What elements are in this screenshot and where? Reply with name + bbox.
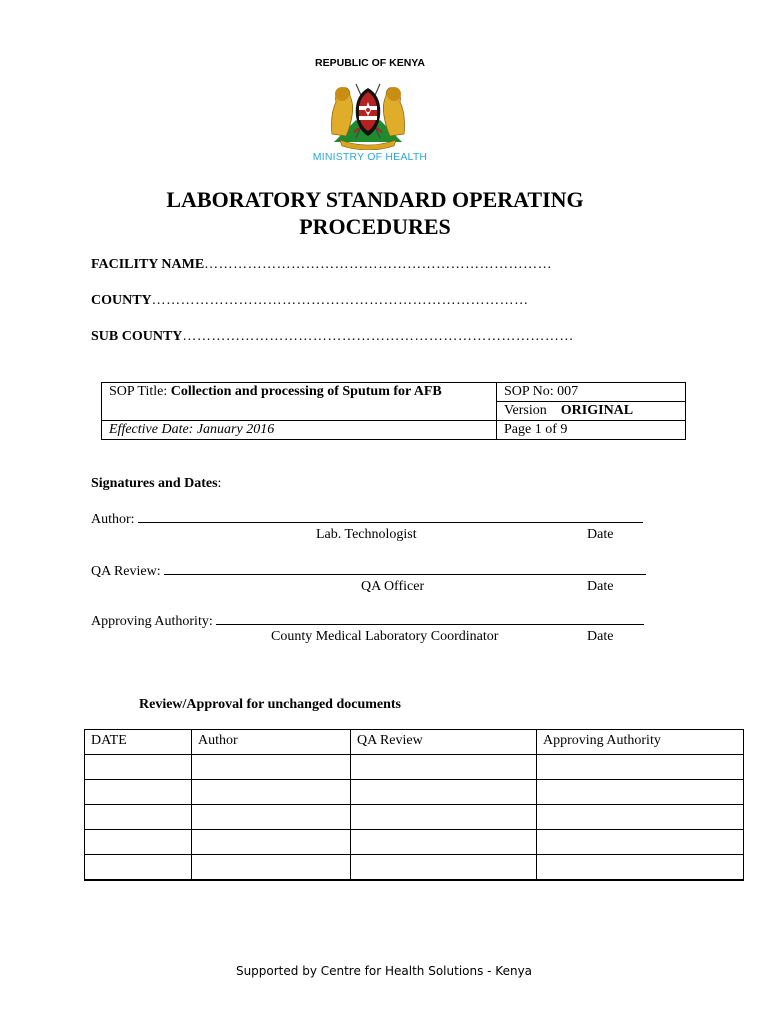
table-cell[interactable] [351,755,537,780]
review-col-date: DATE [85,730,192,755]
author-underline[interactable] [138,510,643,523]
approving-underline[interactable] [216,612,644,625]
table-row [85,830,744,855]
ministry-heading: MINISTRY OF HEALTH [312,151,428,163]
table-cell[interactable] [192,805,351,830]
author-role: Lab. Technologist [316,527,417,542]
table-cell[interactable] [85,855,192,881]
sop-effective-date-cell: Effective Date: January 2016 [102,421,497,440]
qa-date-label: Date [587,579,614,594]
table-cell[interactable] [351,830,537,855]
review-approval-heading: Review/Approval for unchanged documents [139,697,402,712]
table-cell[interactable] [85,780,192,805]
review-approval-table [84,729,744,881]
sub-county-label: SUB COUNTY [91,329,183,344]
table-cell[interactable] [85,830,192,855]
kenya-coat-of-arms-icon [326,76,410,150]
table-cell[interactable] [192,830,351,855]
facility-name-label: FACILITY NAME [91,257,205,272]
qa-review-label: QA Review: [91,564,161,579]
sop-row-effective [102,421,686,440]
sop-row-title [102,383,686,402]
table-row [85,780,744,805]
table-cell[interactable] [537,805,744,830]
table-cell[interactable] [85,755,192,780]
table-cell[interactable] [192,855,351,881]
table-cell[interactable] [537,830,744,855]
county-dots: …………………………………………………………………… [151,293,529,308]
table-cell[interactable] [351,805,537,830]
sub-county-dots: ……………………………………………………………………… [182,329,574,344]
table-cell[interactable] [85,805,192,830]
review-col-author: Author [192,730,351,755]
approving-role: County Medical Laboratory Coordinator [271,629,499,644]
facility-name-dots: ……………………………………………………………… [204,257,553,272]
approving-signature-line[interactable] [91,612,644,630]
table-row [85,805,744,830]
county-label: COUNTY [91,293,152,308]
review-header-row [85,730,744,755]
review-col-approving-authority: Approving Authority [537,730,744,755]
approving-date-label: Date [587,629,614,644]
sub-county-field[interactable] [91,329,574,345]
qa-underline[interactable] [164,562,646,575]
author-signature-line[interactable] [91,510,643,528]
document-title [0,186,750,240]
footer-text: Supported by Centre for Health Solutions - Kenya [235,964,533,978]
sop-title-value: Collection and processing of Sputum for AFB [170,384,442,399]
table-cell[interactable] [351,780,537,805]
republic-heading: REPUBLIC OF KENYA [315,57,425,69]
table-cell[interactable] [537,855,744,881]
signatures-heading-colon: : [217,476,222,491]
qa-signature-line[interactable] [91,562,646,580]
sop-version-label: Version [504,403,547,418]
table-row [85,755,744,780]
table-cell[interactable] [537,755,744,780]
sop-version-value: ORIGINAL [560,403,634,418]
signatures-heading-text: Signatures and Dates [91,476,218,491]
sop-number-cell: SOP No: 007 [497,383,686,402]
sop-title-cell [102,383,497,421]
approving-authority-label: Approving Authority: [91,614,213,629]
sop-info-table [101,382,686,440]
table-cell[interactable] [192,780,351,805]
facility-name-field[interactable] [91,257,552,273]
document-title-line-2: PROCEDURES [299,214,451,239]
table-cell[interactable] [537,780,744,805]
qa-role: QA Officer [361,579,425,594]
author-date-label: Date [587,527,614,542]
table-cell[interactable] [351,855,537,881]
signatures-heading [91,476,221,492]
sop-title-label: SOP Title: [109,384,171,399]
county-field[interactable] [91,293,529,309]
sop-page-cell: Page 1 of 9 [497,421,686,440]
table-cell[interactable] [192,755,351,780]
sop-version-cell [497,402,686,421]
table-row [85,855,744,881]
review-col-qa-review: QA Review [351,730,537,755]
document-title-line-1: LABORATORY STANDARD OPERATING [166,187,584,212]
author-label: Author: [91,512,135,527]
